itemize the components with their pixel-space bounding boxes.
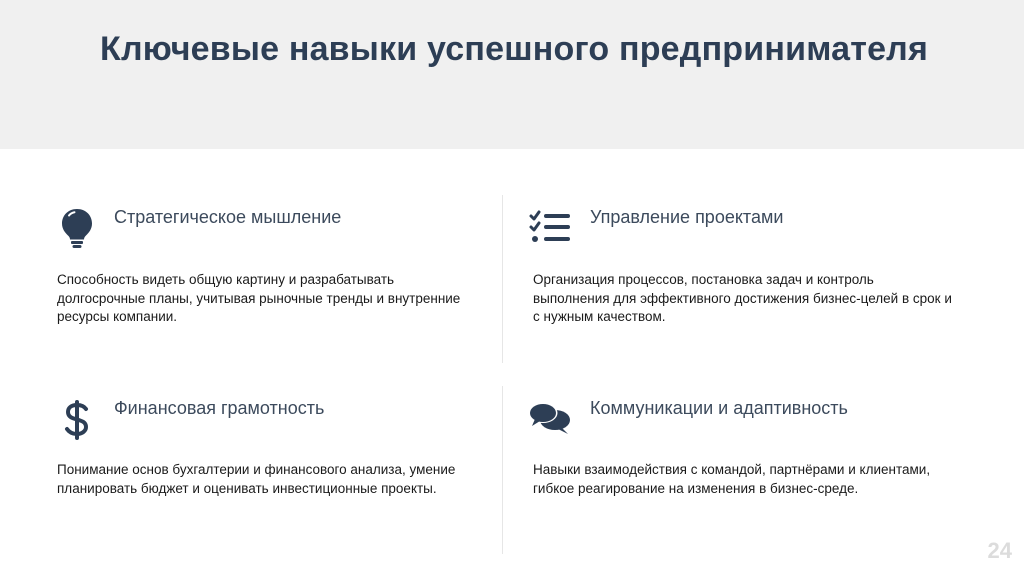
card-title-project-management: Управление проектами [590, 207, 784, 227]
card-description-communication-adaptability: Навыки взаимодействия с командой, партнёрами и клиентами, гибкое реагирование на изменения в бизнес-среде. [533, 462, 931, 496]
card-title-financial-literacy: Финансовая грамотность [114, 398, 325, 418]
dollar-icon [55, 398, 99, 442]
checklist-icon [528, 208, 572, 252]
slide-header [0, 0, 1024, 149]
slide-title: Ключевые навыки успешного предпринимателя [100, 30, 929, 68]
lightbulb-icon [55, 206, 99, 250]
card-description-financial-literacy: Понимание основ бухгалтерии и финансового анализа, умение планировать бюджет и оценивать инвестиционные проекты. [57, 462, 456, 496]
card-title-communication-adaptability: Коммуникации и адаптивность [590, 398, 848, 418]
card-title-strategic-thinking: Стратегическое мышление [114, 207, 342, 227]
card-description-strategic-thinking: Способность видеть общую картину и разрабатывать долгосрочные планы, учитывая рыночные тренды и внутренние ресурсы компании. [57, 272, 461, 324]
chat-bubbles-icon [528, 398, 572, 442]
page-number: 24 [987, 538, 1012, 563]
column-divider-top [502, 195, 503, 363]
card-description-project-management: Организация процессов, постановка задач и контроль выполнения для эффективного достижения бизнес-целей в срок и с нужным качеством. [533, 272, 952, 324]
column-divider-bottom [502, 386, 503, 554]
